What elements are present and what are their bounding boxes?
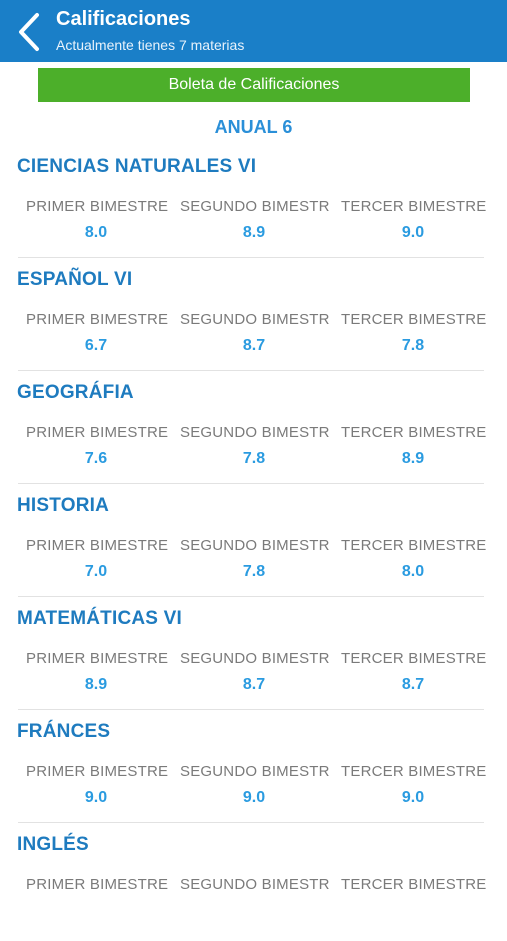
divider bbox=[18, 257, 484, 258]
subject-name: CIENCIAS NATURALES VI bbox=[17, 156, 257, 177]
subject-block bbox=[0, 150, 507, 263]
subject-name: ESPAÑOL VI bbox=[17, 269, 133, 290]
third-term-label: TERCER BIMESTRE bbox=[341, 537, 487, 554]
subject-name: GEOGRÁFIA bbox=[17, 382, 134, 403]
subject-block bbox=[0, 715, 507, 828]
third-term-grade: 8.0 bbox=[401, 563, 425, 580]
subject-name: MATEMÁTICAS VI bbox=[17, 608, 182, 629]
third-term-grade: 8.9 bbox=[401, 450, 425, 467]
divider bbox=[18, 709, 484, 710]
second-term-grade: 8.7 bbox=[242, 676, 266, 693]
third-term-grade: 9.0 bbox=[401, 224, 425, 241]
divider bbox=[18, 370, 484, 371]
chevron-left-icon bbox=[16, 12, 42, 52]
first-term-label: PRIMER BIMESTRE bbox=[26, 763, 169, 780]
third-term-label: TERCER BIMESTRE bbox=[341, 311, 487, 328]
second-term-grade: 8.9 bbox=[242, 224, 266, 241]
first-term-grade: 7.6 bbox=[84, 450, 108, 467]
divider bbox=[18, 483, 484, 484]
first-term-label: PRIMER BIMESTRE bbox=[26, 424, 169, 441]
third-term-label: TERCER BIMESTRE bbox=[341, 650, 487, 667]
second-term-label: SEGUNDO BIMESTR bbox=[180, 198, 330, 215]
subject-name: HISTORIA bbox=[17, 495, 110, 516]
second-term-label: SEGUNDO BIMESTR bbox=[180, 650, 330, 667]
subjects-list bbox=[0, 150, 507, 941]
page-subtitle: Actualmente tienes 7 materias bbox=[56, 37, 245, 53]
subject-name: FRÁNCES bbox=[17, 721, 111, 742]
second-term-grade: 7.8 bbox=[242, 563, 266, 580]
third-term-label: TERCER BIMESTRE bbox=[341, 876, 487, 893]
third-term-grade: 9.0 bbox=[401, 789, 425, 806]
first-term-label: PRIMER BIMESTRE bbox=[26, 198, 169, 215]
third-term-grade: 7.8 bbox=[401, 337, 425, 354]
first-term-grade: 7.0 bbox=[84, 563, 108, 580]
divider bbox=[18, 596, 484, 597]
third-term-label: TERCER BIMESTRE bbox=[341, 424, 487, 441]
third-term-label: TERCER BIMESTRE bbox=[341, 198, 487, 215]
subject-name: INGLÉS bbox=[17, 834, 89, 855]
first-term-grade: 8.9 bbox=[84, 676, 108, 693]
first-term-label: PRIMER BIMESTRE bbox=[26, 876, 169, 893]
third-term-grade: 8.7 bbox=[401, 676, 425, 693]
first-term-grade: 9.0 bbox=[84, 789, 108, 806]
second-term-label: SEGUNDO BIMESTR bbox=[180, 537, 330, 554]
second-term-label: SEGUNDO BIMESTR bbox=[180, 424, 330, 441]
first-term-label: PRIMER BIMESTRE bbox=[26, 537, 169, 554]
back-button[interactable] bbox=[12, 10, 46, 54]
subject-block bbox=[0, 489, 507, 602]
first-term-grade: 8.0 bbox=[84, 224, 108, 241]
second-term-label: SEGUNDO BIMESTR bbox=[180, 311, 330, 328]
page-title: Calificaciones bbox=[56, 8, 191, 30]
subject-block bbox=[0, 376, 507, 489]
second-term-grade: 8.7 bbox=[242, 337, 266, 354]
app-header bbox=[0, 0, 507, 62]
second-term-grade: 9.0 bbox=[242, 789, 266, 806]
period-label: ANUAL 6 bbox=[214, 117, 293, 137]
first-term-label: PRIMER BIMESTRE bbox=[26, 650, 169, 667]
subject-block bbox=[0, 263, 507, 376]
second-term-label: SEGUNDO BIMESTR bbox=[180, 876, 330, 893]
second-term-grade: 7.8 bbox=[242, 450, 266, 467]
third-term-label: TERCER BIMESTRE bbox=[341, 763, 487, 780]
first-term-grade: 6.7 bbox=[84, 337, 108, 354]
subject-block bbox=[0, 828, 507, 941]
boleta-button[interactable]: Boleta de Calificaciones bbox=[38, 68, 470, 102]
subject-block bbox=[0, 602, 507, 715]
second-term-label: SEGUNDO BIMESTR bbox=[180, 763, 330, 780]
divider bbox=[18, 822, 484, 823]
first-term-label: PRIMER BIMESTRE bbox=[26, 311, 169, 328]
